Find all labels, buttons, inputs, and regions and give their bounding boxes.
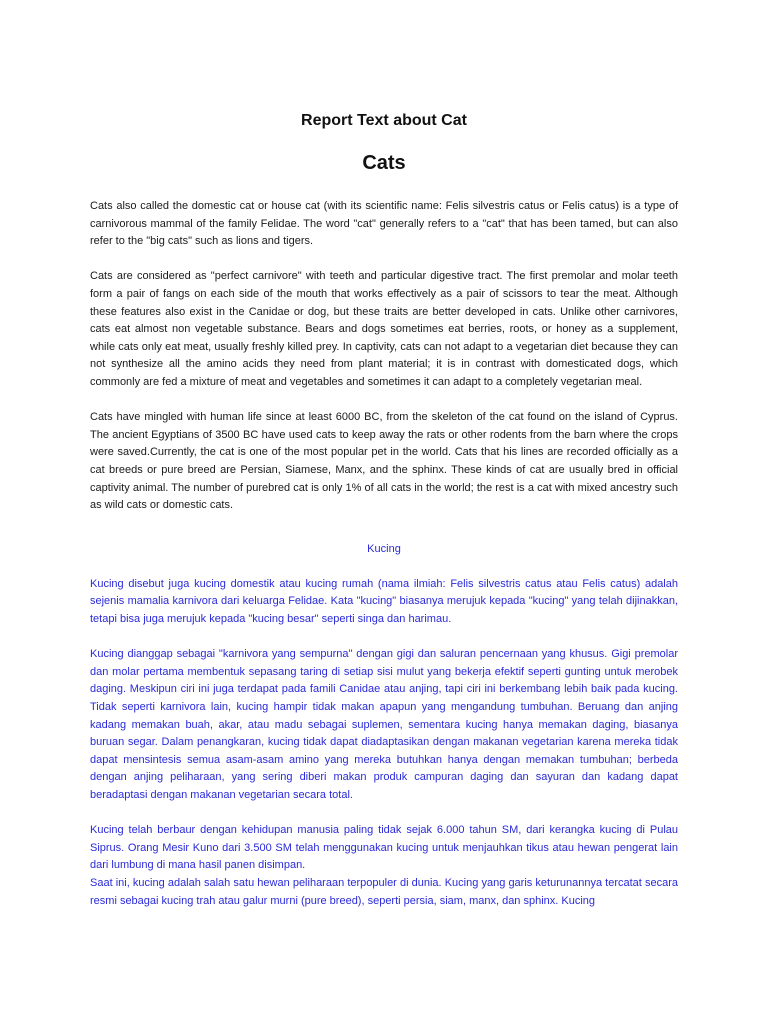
english-paragraph-1: Cats also called the domestic cat or house cat (with its scientific name: Felis silvestris catus or Felis catus) is a type of carnivorous mammal of the family Felidae. The word "cat" generally refers to a "cat" that has been tamed, but can also refer to the "big cats" such as lions and tigers. bbox=[90, 200, 678, 248]
indonesian-paragraph-2: Kucing dianggap sebagai "karnivora yang sempurna" dengan gigi dan saluran pencernaan yang khusus. Gigi premolar dan molar pertama membentuk sepasang taring di setiap sisi mulut yang bekerja efektif seperti gunting untuk merobek daging. Meskipun ciri ini juga terdapat pada famili Canidae atau anjing, tapi ciri ini berkembang lebih baik pada kucing. Tidak seperti karnivora lain, kucing hampir tidak makan apapun yang mengandung tumbuhan. Beruang dan anjing kadang memakan buah, akar, atau madu sebagai suplemen, sementara kucing hanya memakan daging, biasanya buruan segar. Dalam penangkaran, kucing tidak dapat diadaptasikan dengan makanan vegetarian karena mereka tidak dapat mensintesis semua asam-asam amino yang mereka butuhkan hanya dengan memakan tumbuhan; berbeda dengan anjing peliharaan, yang sering diberi makan produk campuran daging dan sayuran dan kadang dapat beradaptasi dengan makanan vegetarian secara total. bbox=[90, 648, 678, 801]
document-content bbox=[90, 108, 678, 910]
english-paragraph-3: Cats have mingled with human life since at least 6000 BC, from the skeleton of the cat found on the island of Cyprus. The ancient Egyptians of 3500 BC have used cats to keep away the rats or other rodents from the barn where the crops were saved.Currently, the cat is one of the most popular pet in the world. Cats that his lines are recorded officially as a cat breeds or pure breed are Persian, Siamese, Manx, and the sphinx. These kinds of cat are usually bred in official captivity animal. The number of purebred cat is only 1% of all cats in the world; the rest is a cat with mixed ancestry such as wild cats or domestic cats. bbox=[90, 411, 678, 512]
main-title: Cats bbox=[362, 152, 406, 174]
english-paragraph-2: Cats are considered as "perfect carnivore" with teeth and particular digestive tract. The first premolar and molar teeth form a pair of fangs on each side of the mouth that works effectively as a pair of scissors to tear the meat. Although these features also exist in the Canidae or dog, but these traits are better developed in cats. Unlike other carnivores, cats eat almost non vegetable substance. Bears and dogs sometimes eat berries, roots, or honey as a supplement, while cats only eat meat, usually freshly killed prey. In captivity, cats can not adapt to a vegetarian diet because they can not synthesize all the amino acids they need from plant material; it is in contrast with domesticated dogs, which commonly are fed a mixture of meat and vegetables and sometimes it can adapt to a completely vegetarian meal. bbox=[90, 270, 678, 388]
indonesian-heading: Kucing bbox=[367, 542, 401, 555]
indonesian-paragraph-3: Kucing telah berbaur dengan kehidupan manusia paling tidak sejak 6.000 tahun SM, dari kerangka kucing di Pulau Siprus. Orang Mesir Kuno dari 3.500 SM telah menggunakan kucing untuk menjauhkan tikus atau hewan pengerat lain dari lumbung di mana hasil panen disimpan. bbox=[90, 824, 678, 872]
indonesian-paragraph-4: Saat ini, kucing adalah salah satu hewan peliharaan terpopuler di dunia. Kucing yang garis keturunannya tercatat secara resmi sebagai kucing trah atau galur murni (pure breed), seperti persia, siam, manx, dan sphinx. Kucing bbox=[90, 876, 678, 907]
report-header-title: Report Text about Cat bbox=[301, 112, 467, 129]
indonesian-paragraph-1: Kucing disebut juga kucing domestik atau kucing rumah (nama ilmiah: Felis silvestris catus atau Felis catus) adalah sejenis mamalia karnivora dari keluarga Felidae. Kata "kucing" biasanya merujuk kepada "kucing" yang telah dijinakkan, tetapi bisa juga merujuk kepada "kucing besar" seperti singa dan harimau. bbox=[90, 577, 678, 626]
